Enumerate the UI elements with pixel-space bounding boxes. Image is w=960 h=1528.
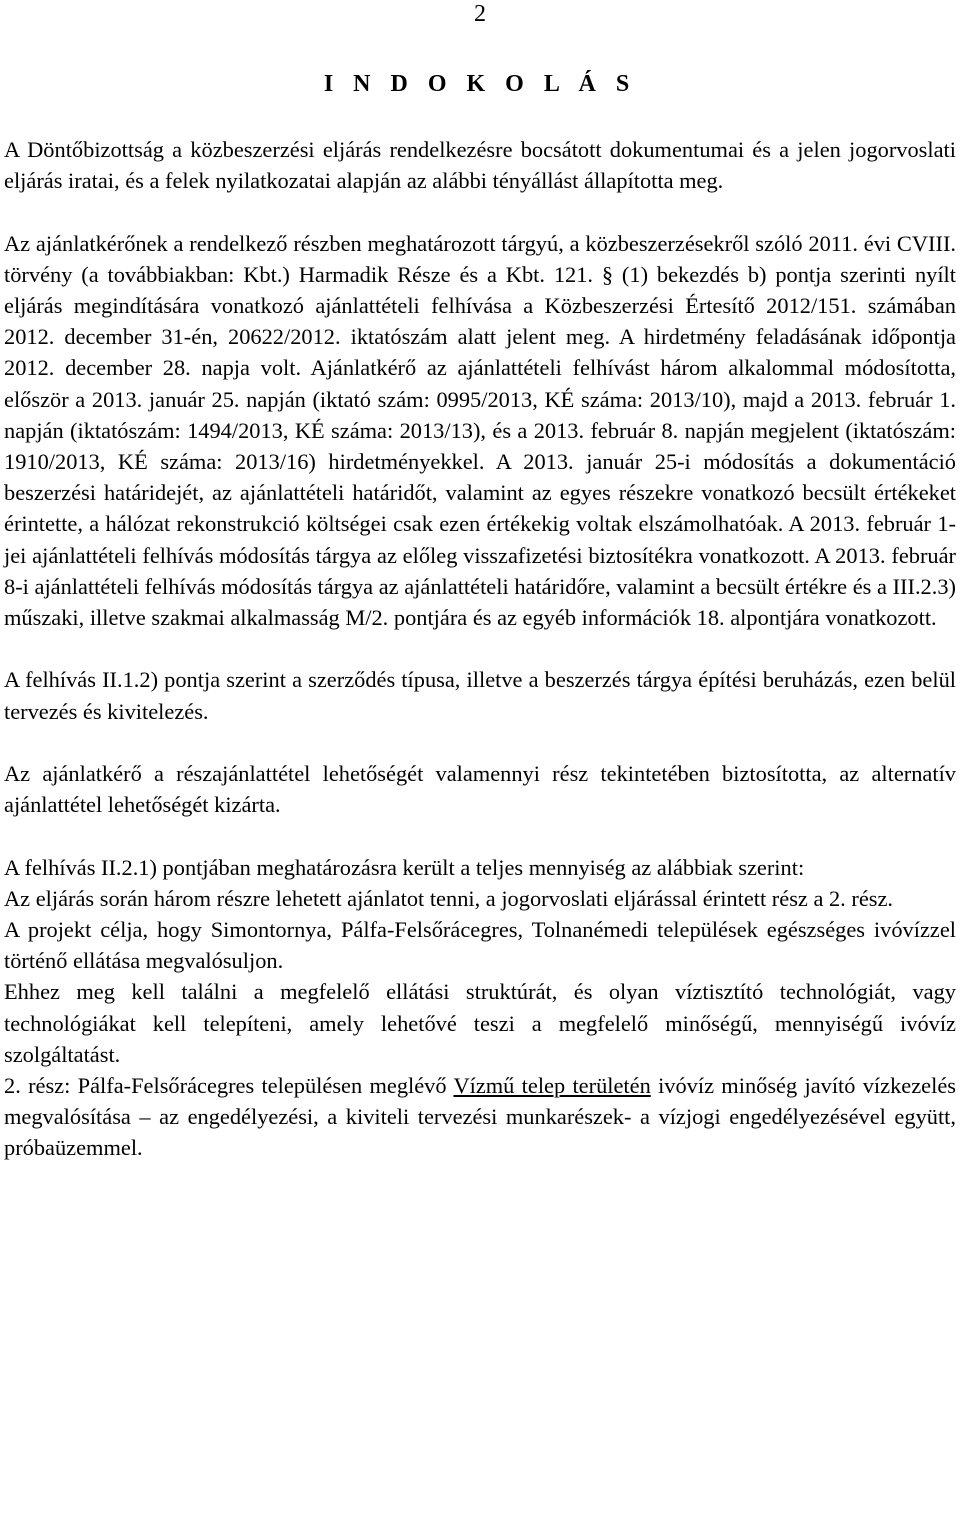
part-two-text-start: 2. rész: Pálfa-Felsőrácegres településen meglévő [4,1073,454,1099]
underlined-phrase: Vízmű telep területén [453,1073,651,1099]
part-two-text-end: ivóvíz minőség javító vízkezelés megvalósítása – az engedélyezési, a kiviteli tervezési munkarészek- a vízjogi engedélyezésével együtt, próbaüzemmel. [4,1073,956,1161]
paragraph-technology: Ehhez meg kell találni a megfelelő ellátási struktúrát, és olyan víztisztító technológiát, vagy technológiákat kell telepíteni, amely lehetővé teszi a megfelelő minőségű, mennyiségű ivóvíz szolgáltatást. [4,979,956,1067]
page-number: 2 [474,1,486,27]
paragraph-contract-type: A felhívás II.1.2) pontja szerint a szerződés típusa, illetve a beszerzés tárgya építési beruházás, ezen belül tervezés és kivitelezés. [4,667,956,724]
paragraph-part-two [4,1070,956,1164]
paragraph-intro: A Döntőbizottság a közbeszerzési eljárás rendelkezésre bocsátott dokumentumai és a jelen jogorvoslati eljárás iratai, és a felek nyilatkozatai alapján az alábbi tényállást állapította meg. [4,137,956,194]
paragraph-parts: Az eljárás során három részre lehetett ajánlatot tenni, a jogorvoslati eljárással érintett rész a 2. rész. [4,885,894,911]
paragraph-partial-bids: Az ajánlatkérő a részajánlattétel lehetőségét valamennyi rész tekintetében biztosította, az alternatív ajánlattétel lehetőségét kizárta. [4,761,956,818]
paragraph-facts: Az ajánlatkérőnek a rendelkező részben meghatározott tárgyú, a közbeszerzésekről szóló 2011. évi CVIII. törvény (a továbbiakban: Kbt.) Harmadik Része és a Kbt. 121. § (1) bekezdés b) pontja szerinti nyílt eljárás megindítására vonatkozó ajánlattételi felhívása a Közbeszerzési Értesítő 2012/151. számában 2012. december 31-én, 20622/2012. iktatószám alatt jelent meg. A hirdetmény feladásának időpontja 2012. december 28. napja volt. Ajánlatkérő az ajánlattételi felhívást három alkalommal módosította, először a 2013. január 25. napján (iktató szám: 0995/2013, KÉ száma: 2013/10), majd a 2013. február 1. napján (iktatószám: 1494/2013, KÉ száma: 2013/13), és a 2013. február 8. napján megjelent (iktatószám: 1910/2013, KÉ száma: 2013/16) hirdetményekkel. A 2013. január 25-i módosítás a dokumentáció beszerzési határidejét, az ajánlattételi határidőt, valamint az egyes részekre vonatkozó becsült értékeket érintette, a hálózat rekonstrukció költségei csak ezen értékekig voltak elszámolhatóak. A 2013. február 1-jei ajánlattételi felhívás módosítás tárgya az előleg visszafizetési biztosítékra vonatkozott. A 2013. február 8-i ajánlattételi felhívás módosítás tárgya az ajánlattételi határidőre, valamint a becsült értékre és a III.2.3) műszaki, illetve szakmai alkalmasság M/2. pontjára és az egyéb információk 18. alpontjára vonatkozott. [4,230,956,631]
paragraph-quantity: A felhívás II.2.1) pontjában meghatározásra került a teljes mennyiség az alábbiak szerint: [4,854,805,880]
document-title: I N D O K O L Á S [323,71,637,97]
paragraph-project-goal: A projekt célja, hogy Simontornya, Pálfa-Felsőrácegres, Tolnanémedi települések egészséges ivóvízzel történő ellátása megvalósuljon. [4,917,956,974]
document-body [4,134,956,1164]
